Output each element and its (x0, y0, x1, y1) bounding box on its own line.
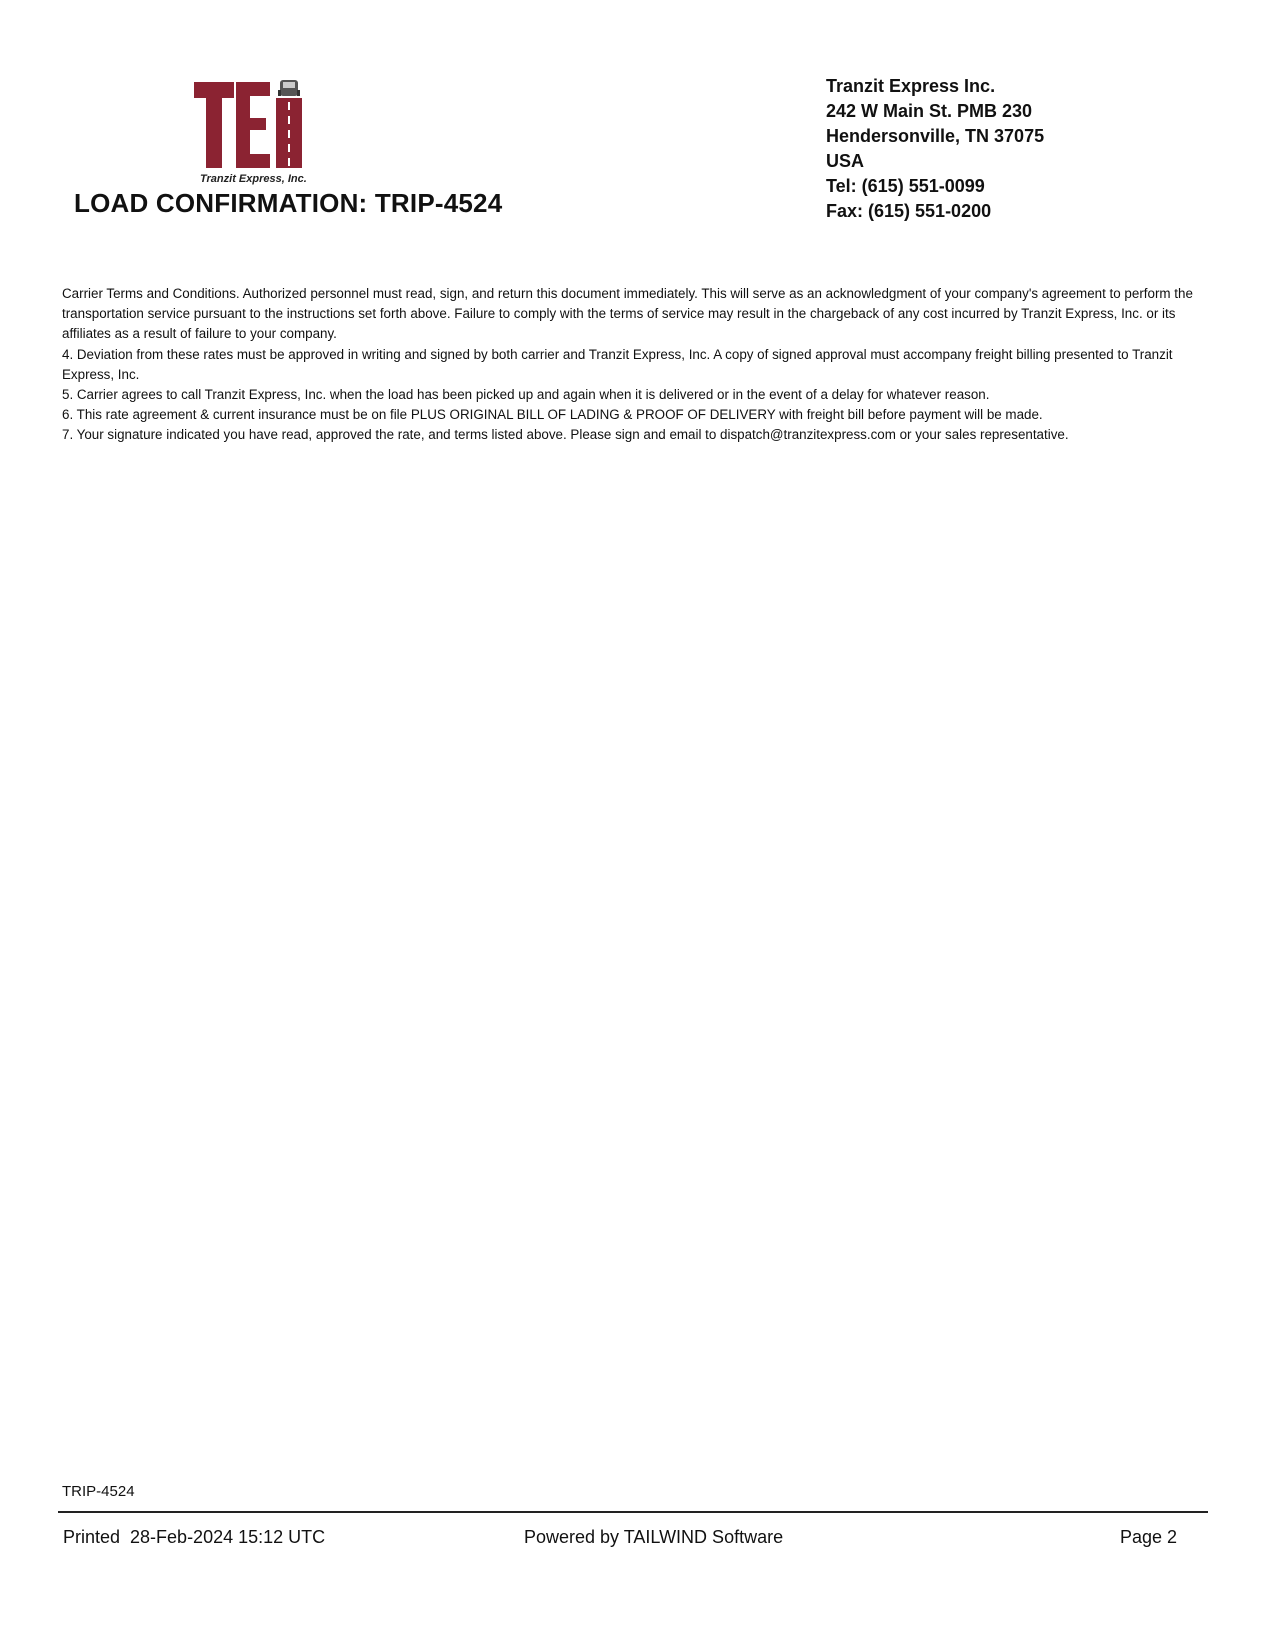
terms-item-5: 5. Carrier agrees to call Tranzit Express, Inc. when the load has been picked up and again when it is delivered or in the event of a delay for whatever reason. (62, 387, 990, 403)
terms-and-conditions (62, 284, 1212, 446)
terms-item-7: 7. Your signature indicated you have read, approved the rate, and terms listed above. Please sign and email to dispatch@tranzitexpress.com or your sales representative. (62, 427, 1069, 443)
footer-page-number: Page 2 (1120, 1527, 1178, 1547)
page-title: LOAD CONFIRMATION: TRIP-4524 (74, 188, 503, 218)
terms-item-6: 6. This rate agreement & current insurance must be on file PLUS ORIGINAL BILL OF LADING & PROOF OF DELIVERY with freight bill before payment will be made. (62, 407, 1043, 423)
footer-powered-by: Powered by TAILWIND Software (524, 1527, 784, 1547)
company-logo (194, 78, 306, 186)
company-country: USA (826, 151, 865, 171)
company-address-line1: 242 W Main St. PMB 230 (826, 101, 1033, 121)
terms-intro: Carrier Terms and Conditions. Authorized personnel must read, sign, and return this document immediately. This will serve as an acknowledgment of your company's agreement to perform the transportation service pursuant to the instructions set forth above. Failure to comply with the terms of service may result in the chargeback of any cost incurred by Tranzit Express, Inc. or its affiliates as a result of failure to your company. (62, 286, 1193, 342)
company-address-line2: Hendersonville, TN 37075 (826, 126, 1045, 146)
company-fax: Fax: (615) 551-0200 (826, 201, 992, 221)
company-tel: Tel: (615) 551-0099 (826, 176, 985, 196)
footer-printed-date: Printed 28-Feb-2024 15:12 UTC (63, 1527, 326, 1547)
tei-logo-icon (194, 78, 306, 174)
company-name: Tranzit Express Inc. (826, 76, 996, 96)
logo-caption: Tranzit Express, Inc. (200, 173, 307, 185)
footer-trip-ref: TRIP-4524 (62, 1483, 135, 1500)
footer-divider (58, 1511, 1208, 1513)
terms-item-4: 4. Deviation from these rates must be approved in writing and signed by both carrier and Tranzit Express, Inc. A copy of signed approval must accompany freight billing presented to Tranzit Express, Inc. (62, 346, 1173, 382)
company-address-block (826, 74, 1044, 224)
